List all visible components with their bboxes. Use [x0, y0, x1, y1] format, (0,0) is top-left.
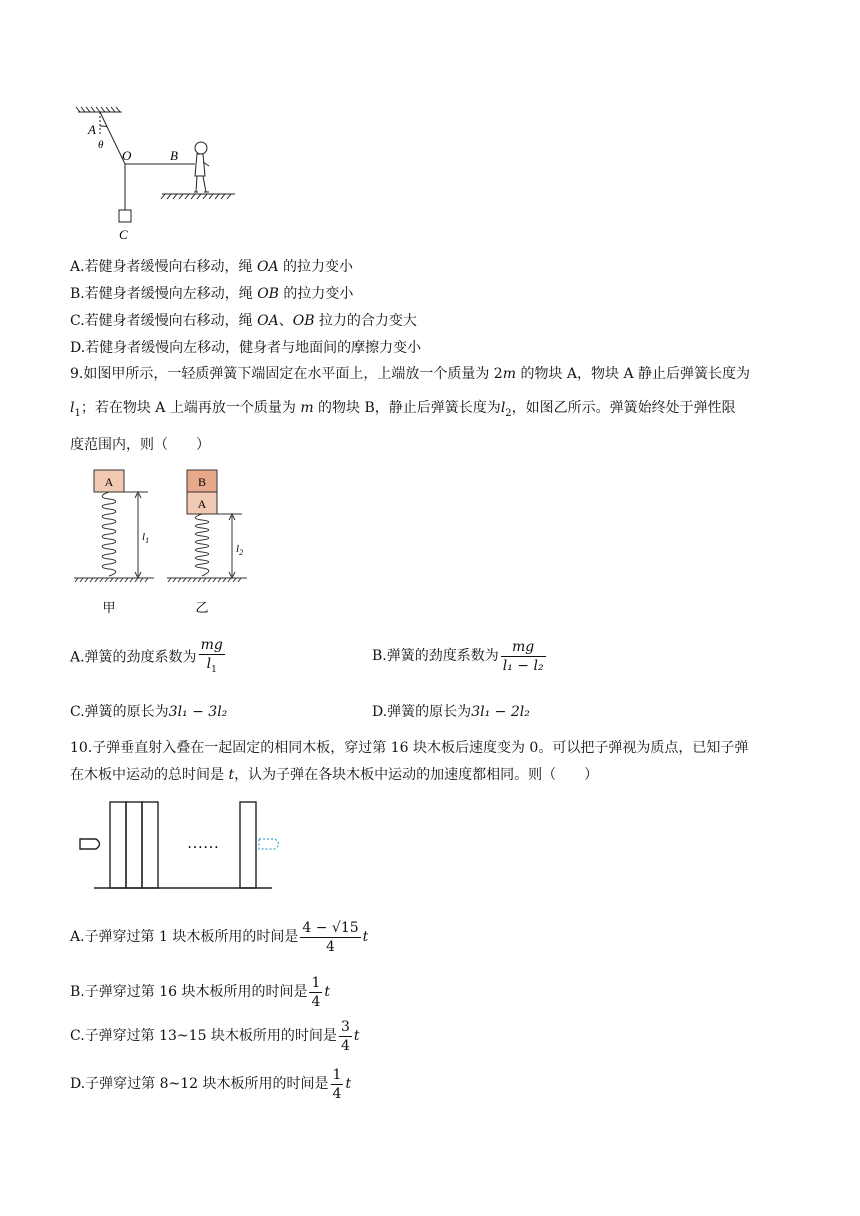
- q10-stem-line1: 10.子弹垂直射入叠在一起固定的相同木板，穿过第 16 块木板后速度变为 0。可以把子弹视为质点，已知子弹: [70, 740, 749, 756]
- q8-figure: [70, 104, 250, 244]
- q9-block-b-label: B: [197, 475, 207, 489]
- q9-spring-jia: [102, 492, 116, 576]
- q9-caption-jia: 甲: [102, 600, 116, 615]
- q10-option-a: A.子弹穿过第 1 块木板所用的时间是 $\frac{4 - √15}{4}$ t: [70, 919, 369, 955]
- q9-spring-yi: [195, 514, 209, 576]
- q8-label-C: C: [119, 227, 128, 242]
- q9-option-d: D.弹簧的原长为3l₁ − 2l₂: [372, 704, 530, 720]
- q8-label-A: A: [88, 122, 96, 137]
- q8-option-c: C.若健身者缓慢向右移动，绳 OA、OB 拉力的合力变大: [70, 313, 417, 329]
- q9-stem-line3: 度范围内，则（ ）: [70, 437, 210, 453]
- q8-label-O: O: [122, 148, 132, 163]
- q8-option-a: A.若健身者缓慢向右移动，绳 OA 的拉力变小: [70, 259, 354, 275]
- q9-l1-label: $l_1$: [142, 531, 150, 545]
- q9-stem-line2: $l_1$；若在物块 A 上端再放一个质量为 m 的物块 B，静止后弹簧长度为$l_2$，如图乙所示。弹簧始终处于弹性限: [70, 400, 736, 419]
- q10-dots: ……: [187, 835, 219, 852]
- q10-option-c: C.子弹穿过第 13~15 块木板所用的时间是 $\frac{3}{4}$ t: [70, 1018, 360, 1054]
- q9-option-a: A.弹簧的劲度系数为 $\frac{mg}{l_1}$: [70, 637, 223, 675]
- q9-stem-line1: 9.如图甲所示，一轻质弹簧下端固定在水平面上，上端放一个质量为 2m 的物块 A，物块 A 静止后弹簧长度为: [70, 366, 751, 382]
- q10-figure: [76, 798, 296, 894]
- q9-block-a-yi-label: A: [197, 497, 207, 511]
- q10-option-d: D.子弹穿过第 8~12 块木板所用的时间是 $\frac{1}{4}$ t: [70, 1066, 352, 1102]
- q8-label-B: B: [170, 148, 178, 163]
- q9-l2-label: $l_2$: [236, 543, 244, 557]
- q8-option-d: D.若健身者缓慢向左移动，健身者与地面间的摩擦力变小: [70, 340, 422, 356]
- q10-stem-line2: 在木板中运动的总时间是 t，认为子弹在各块木板中运动的加速度都相同。则（ ）: [70, 767, 599, 783]
- q8-option-b: B.若健身者缓慢向左移动，绳 OB 的拉力变小: [70, 286, 354, 302]
- q9-caption-yi: 乙: [195, 600, 209, 615]
- q10-bullet-final-position: [259, 839, 279, 849]
- q8-label-theta: θ: [98, 139, 104, 151]
- q10-option-b: B.子弹穿过第 16 块木板所用的时间是 $\frac{1}{4}$ t: [70, 974, 331, 1010]
- q9-block-a-label: A: [104, 475, 114, 489]
- q9-option-b: B.弹簧的劲度系数为 $\frac{mg}{\text{l₁ − l₂}}$: [372, 638, 544, 674]
- q9-option-c: C.弹簧的原长为3l₁ − 3l₂: [70, 704, 228, 720]
- q9-figure: [70, 464, 270, 624]
